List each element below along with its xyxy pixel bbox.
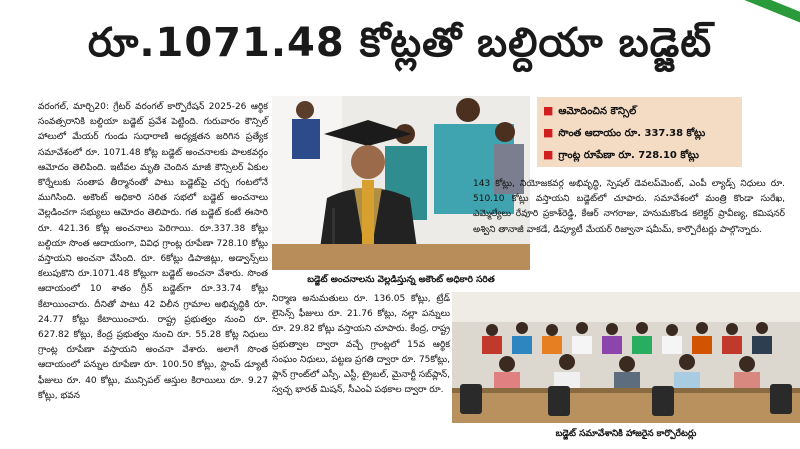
photo-corporators-meeting [452, 292, 800, 423]
headline: రూ.1071.48 కోట్లతో బల్దియా బడ్జెట్ [87, 20, 713, 66]
article-column-left: వరంగల్‌, మార్చి20: గ్రేటర్‌ వరంగల్‌ కార్పొరేషన్‌ 2025-26 ఆర్థిక సంవత్సరానికి బల్దియా బడ్జెట్‌ ప్రవేశ పెట్టింది. గురువారం కౌన్సిల్‌ హాలులో మేయర్‌ గుండు సుధారాణి అధ్యక్షతన జరిగిన ప్రత్యేక సమావేశంలో రూ. 1071.48 కోట్ల బడ్జెట్‌ అంచనాలకు పాలకవర్గం ఆమోదం తెలిపింది. ఇటీవల మృతి చెందిన మాజీ కౌన్సిలర్‌ ఏకుల కొర్నేలుకు సంతాప తీర్మానంతో పాటు బడ్జెట్‌పై చర్చ గంటలోనే ముగిసింది. అకౌంట్‌ అధికారి సరిత సభలో బడ్జెట్‌ అంచనాలు వెల్లడించగా సభ్యులు ఆమోదం తెలిపారు. గత బడ్జెట్‌ కంటే ఈసారి రూ. 421.36 కోట్ల అంచనాలు పెరిగాయి. రూ.337.38 కోట్లు బల్దియా సొంత ఆదాయంగా, వివిధ గ్రాంట్ల రూపేణా 728.10 కోట్లు వస్తాయని అంచనా వేసింది. రూ. 6కోట్లు డిపాజిట్లు, అడ్వాన్స్‌లు కలుపుకొని రూ.1071.48 కోట్లుగా బడ్జెట్‌ అంచనా వేశారు. సొంత ఆదాయంలో 10 శాతం గ్రీన్‌ బడ్జెట్‌గా రూ.33.74 కోట్లు కేటాయించారు. దీనితో పాటు 42 విలీన గ్రామాల అభివృద్ధికి రూ. 24.77 కోట్లు కేటాయించారు. రాష్ట్ర ప్రభుత్వం నుంచి రూ. 627.82 కోట్లు, కేంద్ర ప్రభుత్వం నుంచి రూ. 55.28 కోట్ల నిధులు గ్రాంట్ల రూపేణా వస్తాయని అంచనా వేశారు. అలాగే సొంత ఆదాయంలో పన్నుల రూపేణా రూ. 100.50 కోట్లు, స్టాంప్‌ డ్యూటీ ఫీజులు రూ. 40 కోట్లు, మున్సిపల్‌ ఆస్తుల కిరాయిలు రూ. 9.27 కోట్లు, భవన [38, 102, 268, 401]
article-column-middle: నిర్మాణ అనుమతులు రూ. 136.05 కోట్లు, ట్రేడ్‌ లైసెన్స్‌ ఫీజులు రూ. 21.76 కోట్లు, నల్లా పన్నులు రూ. 29.82 కోట్లు వస్తాయని చూపారు. కేంద్ర, రాష్ట్ర ప్రభుత్వాల ద్వారా వచ్చే గ్రాంట్లలో 15వ ఆర్థిక సంఘం నిధులు, పట్టణ ప్రగతి ద్వారా రూ. 75కోట్లు, ప్లాన్‌ గ్రాంట్‌లో ఎస్సీ, ఎస్టీ, ట్రైబల్‌, మైనార్టీ సబ్‌ప్లాన్‌, స్వచ్ఛ భారత్‌ మిషన్‌, సీఎంఏ పథకాల ద్వారా రూ. [272, 294, 450, 396]
highlights-box [537, 97, 742, 167]
bullet-icon: ■ [543, 126, 554, 139]
article-column-right: 143 కోట్లు, నియోజకవర్గ అభివృద్ధి, స్పెషల్‌ డెవలప్‌మెంట్‌, ఎంపీ ల్యాడ్స్‌ నిధులు రూ. 510.10 కోట్లు వస్తాయని బడ్జెట్‌లో చూపారు. సమావేశంలో మంత్రి కొండా సురేఖ, ఎమ్మెల్యేలు రేవూరి ప్రకాశ్‌రెడ్డి, కేఆర్‌ నాగరాజు, హనుమకొండ కలెక్టర్‌ ప్రావీణ్య, కమిషనర్‌ అశ్విని తానాజీ వాకడే, డిప్యూటీ మేయర్‌ రిజ్వానా షమీమ్‌, కార్పొరేటర్లు పాల్గొన్నారు. [473, 179, 785, 235]
highlight-item [543, 100, 736, 122]
bullet-icon: ■ [543, 148, 554, 161]
highlight-text: ఆమోదించిన కౌన్సిల్ [558, 106, 637, 117]
bullet-icon: ■ [543, 104, 554, 117]
highlight-text: సొంత ఆదాయం రూ. 337.38 కోట్లు [558, 128, 706, 139]
highlight-item [543, 122, 736, 144]
highlight-text: గ్రాంట్ల రూపేణా రూ. 728.10 కోట్లు [558, 150, 699, 161]
photo-caption-officer: బడ్జెట్‌ అంచనాలను వెల్లడిస్తున్న అకౌంట్‌ అధికారి సరిత [307, 275, 495, 285]
highlight-item [543, 144, 736, 166]
photo-caption-corporators: బడ్జెట్‌ సమావేశానికి హాజరైన కార్పొరేటర్లు [555, 429, 697, 439]
